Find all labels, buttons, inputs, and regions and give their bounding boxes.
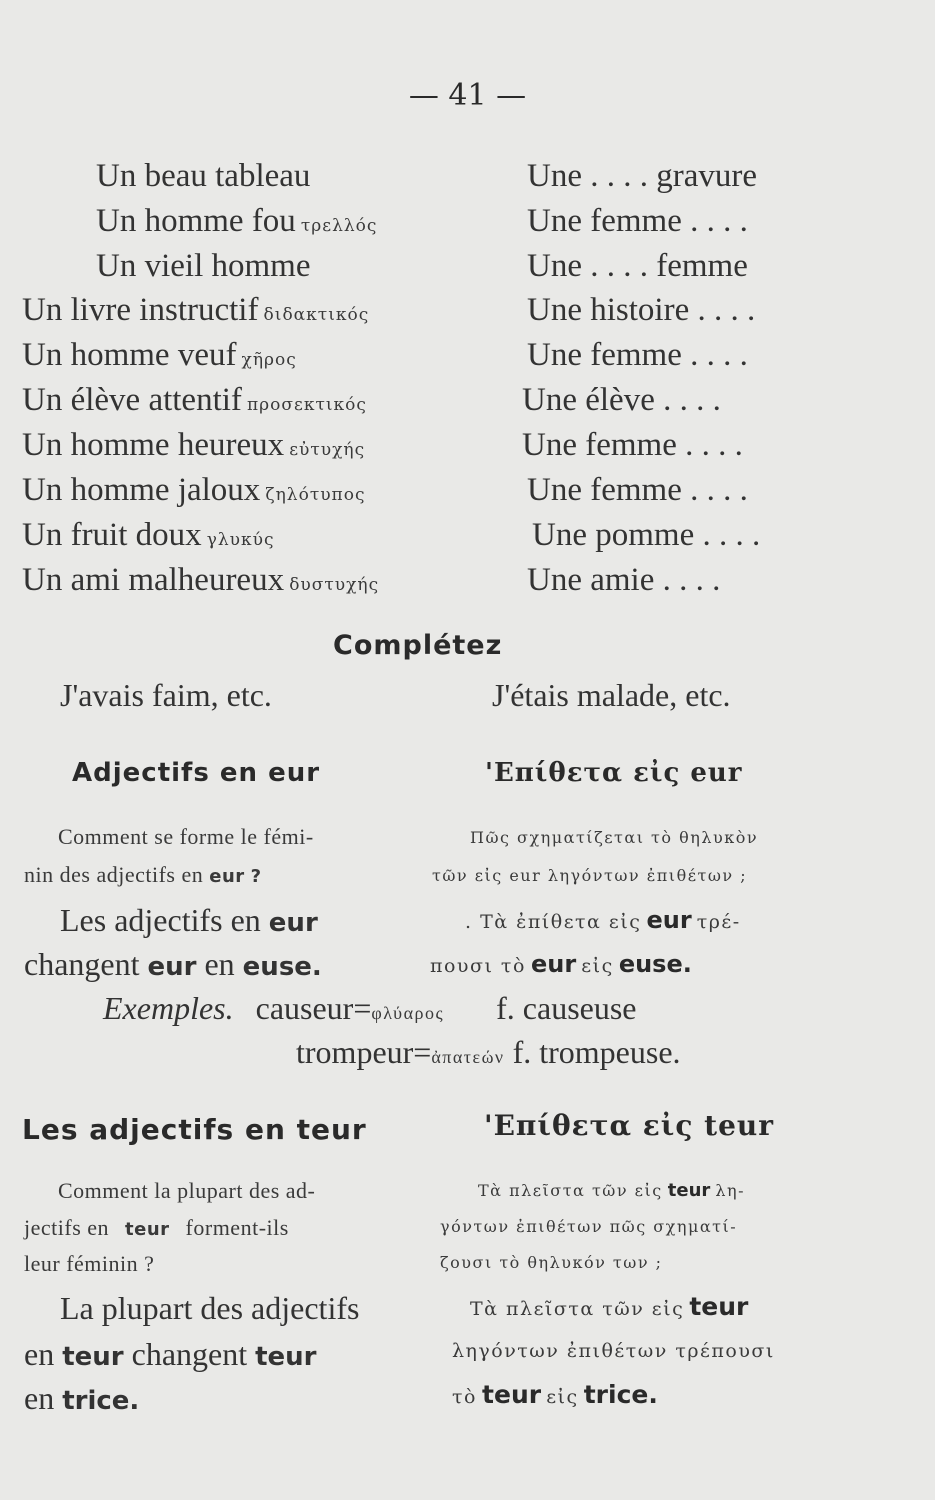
masculine-phrase: Un homme heureux <box>22 427 285 463</box>
feminine-phrase: Une femme . . . . <box>527 337 748 373</box>
greek-gloss: εὐτυχής <box>289 440 366 460</box>
list-item <box>96 203 377 240</box>
greek-gloss: γλυκύς <box>206 530 275 550</box>
answer-teur-gr-line3: τὸ teur εἰς trice. <box>452 1380 658 1409</box>
question-teur-gr-line3: ζουσι τὸ θηλυκόν των ; <box>440 1253 663 1272</box>
greek-gloss: δυστυχής <box>289 575 380 595</box>
answer-teur-fr-line1: La plupart des adjectifs <box>60 1290 360 1326</box>
masculine-phrase: Un homme fou <box>96 203 296 239</box>
answer-eur-fr-line2: changent eur en euse. <box>24 946 322 982</box>
feminine-phrase: Une femme . . . . <box>527 203 748 239</box>
question-eur-fr-line1: Comment se forme le fémi- <box>58 824 314 849</box>
list-item <box>22 382 367 419</box>
feminine-phrase: Une histoire . . . . <box>527 292 756 328</box>
list-item <box>22 337 297 374</box>
page-number: — 41 — <box>408 78 527 113</box>
masculine-phrase: Un beau tableau <box>96 158 311 194</box>
masculine-phrase: Un homme jaloux <box>22 472 261 508</box>
question-eur-gr-line1: Πῶς σχηματίζεται τὸ θηλυκὸν <box>470 828 759 847</box>
greek-gloss: προσεκτικός <box>247 395 367 415</box>
greek-gloss: χῆρος <box>241 350 297 370</box>
greek-gloss: διδακτικός <box>263 305 370 325</box>
masculine-phrase: Un livre instructif <box>22 292 259 328</box>
masculine-phrase: Un élève attentif <box>22 382 242 418</box>
question-eur-gr-line2: τῶν εἰς eur ληγόντων ἐπιθέτων ; <box>432 866 748 885</box>
list-item <box>22 427 365 464</box>
masculine-phrase: Un homme veuf <box>22 337 237 373</box>
feminine-phrase: Une amie . . . . <box>527 562 721 598</box>
completez-title: Complétez <box>333 630 503 661</box>
section-eur-heading-gr: 'Επίθετα εἰς eur <box>485 758 743 788</box>
greek-gloss: ζηλότυπος <box>265 485 366 505</box>
list-item <box>22 517 275 554</box>
masculine-phrase: Un vieil homme <box>96 248 311 284</box>
answer-eur-gr-line2: πουσι τὸ eur εἰς euse. <box>430 950 692 978</box>
masculine-phrase: Un fruit doux <box>22 517 202 553</box>
section-teur-heading-fr: Les adjectifs en teur <box>22 1113 367 1146</box>
question-teur-fr-line1: Comment la plupart des ad- <box>58 1178 316 1203</box>
question-teur-gr-line1: Τὰ πλεῖστα τῶν εἰς teur λη- <box>478 1180 746 1201</box>
feminine-phrase: Une pomme . . . . <box>532 517 761 553</box>
answer-teur-fr-line3: en trice. <box>24 1380 140 1416</box>
answer-teur-gr-line2: ληγόντων ἐπιθέτων τρέπουσι <box>452 1340 775 1362</box>
question-eur-fr-line2: nin des adjectifs en eur ? <box>24 862 262 887</box>
feminine-phrase: Une élève . . . . <box>522 382 721 418</box>
feminine-phrase: Une femme . . . . <box>522 427 743 463</box>
greek-gloss: τρελλός <box>300 216 378 236</box>
completez-left: J'avais faim, etc. <box>60 677 272 713</box>
masculine-phrase: Un ami malheureux <box>22 562 285 598</box>
list-item <box>96 158 310 195</box>
question-teur-gr-line2: γόντων ἐπιθέτων πῶς σχηματί- <box>440 1217 738 1236</box>
list-item <box>22 472 365 509</box>
question-teur-fr-line3: leur féminin ? <box>24 1251 155 1276</box>
section-eur-heading-fr: Adjectifs en eur <box>72 758 321 788</box>
answer-teur-gr-line1: Τὰ πλεῖστα τῶν εἰς teur <box>470 1292 749 1321</box>
answer-teur-fr-line2: en teur changent teur <box>24 1336 317 1372</box>
feminine-phrase: Une . . . . gravure <box>527 158 758 194</box>
list-item <box>96 248 310 285</box>
completez-right: J'étais malade, etc. <box>492 677 731 713</box>
feminine-phrase: Une femme . . . . <box>527 472 748 508</box>
answer-eur-fr-line1: Les adjectifs en eur <box>60 902 318 938</box>
answer-eur-gr-line1: . Τὰ ἐπίθετα εἰς eur τρέ- <box>465 906 741 934</box>
examples-line2: trompeur=ἀπατεών f. trompeuse. <box>296 1034 681 1070</box>
list-item <box>22 562 379 599</box>
list-item <box>22 292 369 329</box>
feminine-phrase: Une . . . . femme <box>527 248 748 284</box>
examples-line1: Exemples. causeur=φλύαρος f. causeuse <box>103 990 637 1026</box>
section-teur-heading-gr: 'Επίθετα εἰς teur <box>484 1109 775 1142</box>
question-teur-fr-line2: jectifs en teur forment-ils <box>24 1215 289 1240</box>
